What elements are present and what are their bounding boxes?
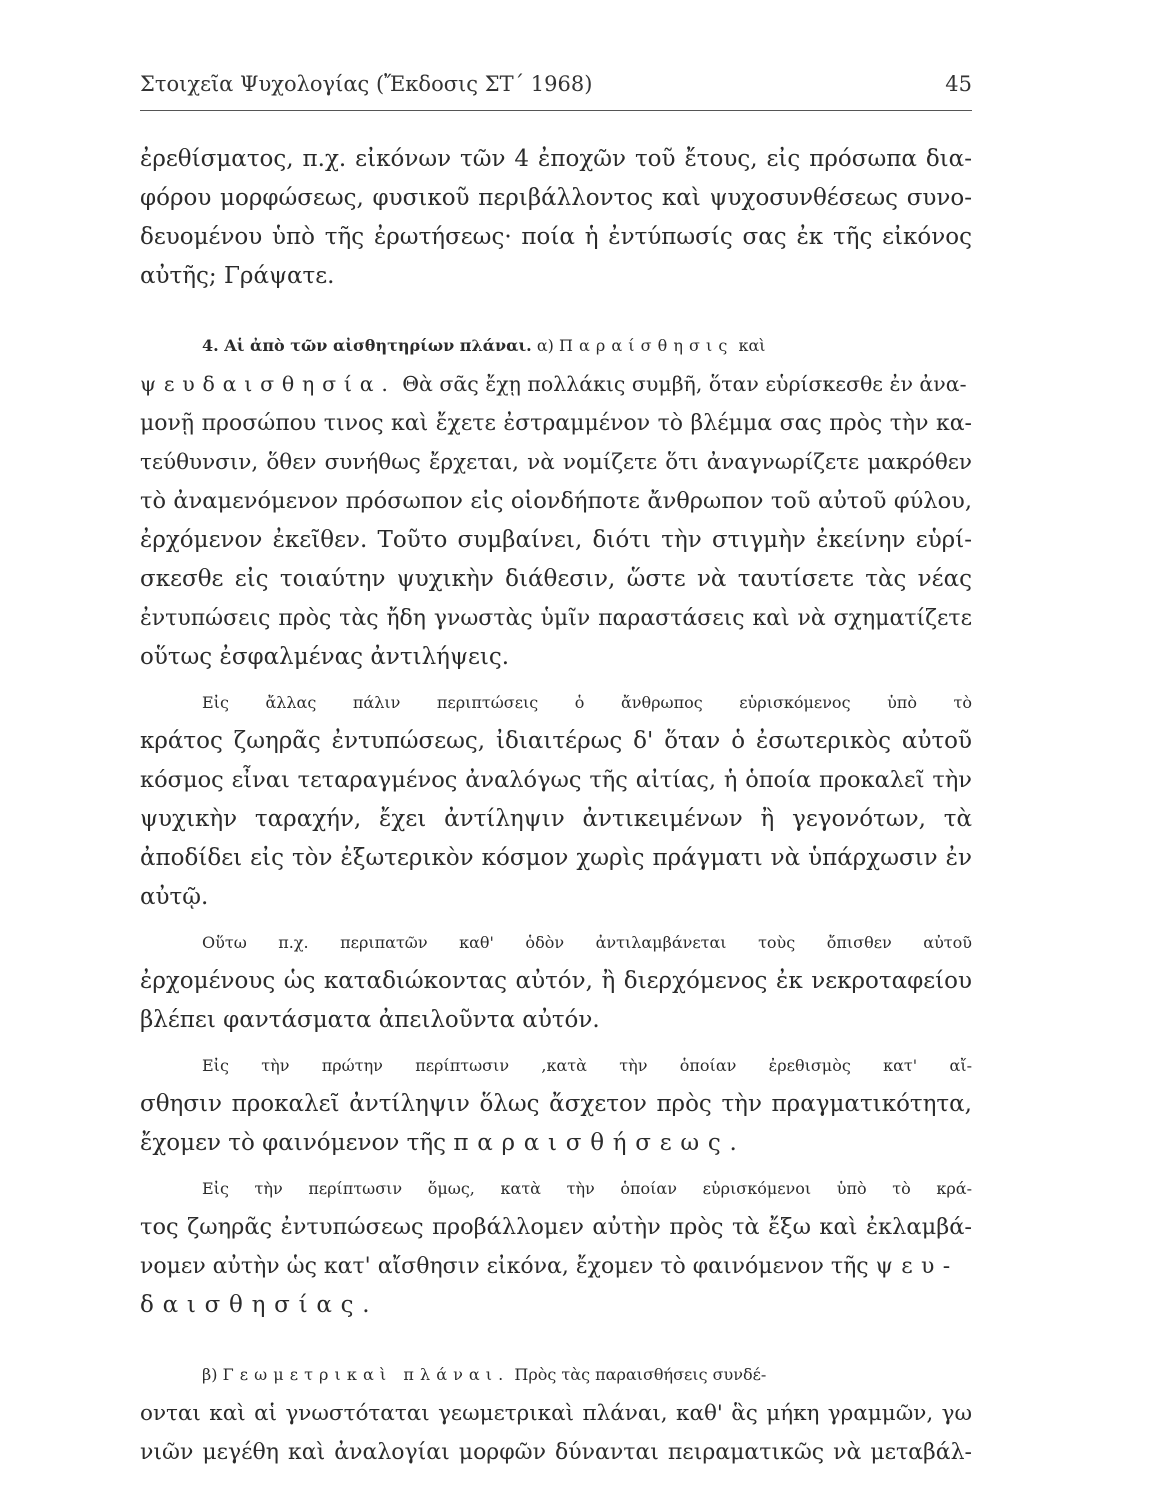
subsection-marker: α) xyxy=(536,336,554,355)
text-line: ψυχικὴν ταραχήν, ἔχει ἀντίληψιν ἀντικειμένων ἢ γεγονότων, τὰ xyxy=(140,806,972,832)
text-line: ἐντυπώσεις πρὸς τὰς ἤδη γνωστὰς ὑμῖν παραστάσεις καὶ νὰ σχηματίζετε xyxy=(140,606,972,631)
page-body xyxy=(140,140,972,1472)
text-line: κράτος ζωηρᾶς ἐντυπώσεως, ἰδιαιτέρως δ' ὅταν ὁ ἐσωτερικὸς αὐτοῦ xyxy=(140,728,972,754)
text-line: οὕτως ἐσφαλμένας ἀντιλήψεις. xyxy=(140,644,510,670)
text-fragment: ἔχομεν τὸ φαινόμενον τῆς xyxy=(140,1130,447,1156)
subsection-term: Παραίσθησις xyxy=(558,336,734,355)
text-line: σθησιν προκαλεῖ ἀντίληψιν ὅλως ἄσχετον πρὸς τὴν πραγματικότητα, xyxy=(140,1091,972,1117)
text-line xyxy=(140,365,972,404)
text-line: σκεσθε εἰς τοιαύτην ψυχικὴν διάθεσιν, ὥστε νὰ ταυτίσετε τὰς νέας xyxy=(140,566,972,592)
section-heading: 4. Αἱ ἀπὸ τῶν αἰσθητηρίων πλάναι. xyxy=(202,336,532,355)
text-fragment: Θὰ σᾶς ἔχῃ πολλάκις συμβῆ, ὅταν εὑρίσκεσθε ἐν ἀνα- xyxy=(402,372,967,396)
page-number: 45 xyxy=(945,72,972,96)
text-line: αὐτῷ. xyxy=(140,884,209,910)
text-fragment: νομεν αὐτὴν ὡς κατ' αἴσθησιν εἰκόνα, ἔχομεν τὸ φαινόμενον τῆς xyxy=(140,1254,869,1279)
text-line xyxy=(140,1247,972,1286)
text-line: βλέπει φαντάσματα ἀπειλοῦντα αὐτόν. xyxy=(140,1007,600,1033)
subsection-heading-line xyxy=(140,1355,972,1394)
text-line: τος ζωηρᾶς ἐντυπώσεως προβάλλομεν αὐτὴν πρὸς τὰ ἔξω καὶ ἐκλαμβά- xyxy=(140,1214,972,1240)
section-heading-line xyxy=(140,326,972,365)
text-line: ἐρχομένους ὡς καταδιώκοντας αὐτόν, ἢ διερχόμενος ἐκ νεκροταφείου xyxy=(140,968,972,994)
emphasized-term: ψευ- xyxy=(875,1254,959,1279)
text-line: τὸ ἀναμενόμενον πρόσωπον εἰς οἱονδήποτε ἄνθρωπον τοῦ αὐτοῦ φύλου, xyxy=(140,488,972,514)
text-line: ἐρεθίσματος, π.χ. εἰκόνων τῶν 4 ἐποχῶν τοῦ ἔτους, εἰς πρόσωπα δια- xyxy=(140,146,972,172)
text-line: Εἰς ἄλλας πάλιν περιπτώσεις ὁ ἄνθρωπος εὑρισκόμενος ὑπὸ τὸ xyxy=(202,693,972,712)
text-line: μονῇ προσώπου τινος καὶ ἔχετε ἐστραμμένον τὸ βλέμμα σας πρὸς τὴν κα- xyxy=(140,411,972,436)
text-line xyxy=(140,1286,972,1325)
running-title: Στοιχεῖα Ψυχολογίας (Ἔκδοσις ΣΤ΄ 1968) xyxy=(140,72,593,96)
emphasized-term: δαισθησίας. xyxy=(140,1292,379,1318)
text-line: δευομένου ὑπὸ τῆς ἐρωτήσεως· ποία ἡ ἐντύπωσίς σας ἐκ τῆς εἰκόνος xyxy=(140,224,972,250)
text-line: ονται καὶ αἱ γνωστόταται γεωμετρικαὶ πλάναι, καθ' ἃς μήκη γραμμῶν, γω xyxy=(140,1401,972,1426)
text-fragment: Πρὸς τὰς παραισθήσεις συνδέ- xyxy=(514,1365,767,1384)
text-line: φόρου μορφώσεως, φυσικοῦ περιβάλλοντος καὶ ψυχοσυνθέσεως συνο- xyxy=(140,185,972,211)
text-line: Εἰς τὴν περίπτωσιν ὅμως, κατὰ τὴν ὁποίαν εὑρισκόμενοι ὑπὸ τὸ κρά- xyxy=(202,1179,972,1198)
running-header xyxy=(140,72,972,96)
subsection-marker: β) xyxy=(202,1365,218,1384)
emphasized-term: παραισθήσεως. xyxy=(453,1130,746,1156)
text-line: τεύθυνσιν, ὅθεν συνήθως ἔρχεται, νὰ νομίζετε ὅτι ἀναγνωρίζετε μακρόθεν xyxy=(140,450,972,475)
text-line: Οὕτω π.χ. περιπατῶν καθ' ὁδὸν ἀντιλαμβάνεται τοὺς ὄπισθεν αὐτοῦ xyxy=(202,933,972,952)
header-rule xyxy=(140,110,972,111)
subsection-conjunction: καὶ xyxy=(738,336,766,355)
text-line: αὐτῆς; Γράψατε. xyxy=(140,263,335,289)
text-line: νιῶν μεγέθη καὶ ἀναλογίαι μορφῶν δύνανται πειραματικῶς νὰ μεταβάλ- xyxy=(140,1440,972,1465)
text-line xyxy=(140,1124,972,1163)
text-line: ἐρχόμενον ἐκεῖθεν. Τοῦτο συμβαίνει, διότι τὴν στιγμὴν ἐκείνην εὑρί- xyxy=(140,527,972,553)
text-line: κόσμος εἶναι τεταραγμένος ἀναλόγως τῆς αἰτίας, ἡ ὁποία προκαλεῖ τὴν xyxy=(140,767,972,793)
text-line: ἀποδίδει εἰς τὸν ἐξωτερικὸν κόσμον χωρὶς πράγματι νὰ ὑπάρχωσιν ἐν xyxy=(140,845,972,871)
subsection-term: ψευδαισθησία. xyxy=(140,372,396,396)
subsection-term: Γεωμετρικαὶ πλάναι. xyxy=(222,1365,510,1384)
text-line: Εἰς τὴν πρώτην περίπτωσιν ,κατὰ τὴν ὁποίαν ἐρεθισμὸς κατ' αἴ- xyxy=(202,1056,972,1075)
